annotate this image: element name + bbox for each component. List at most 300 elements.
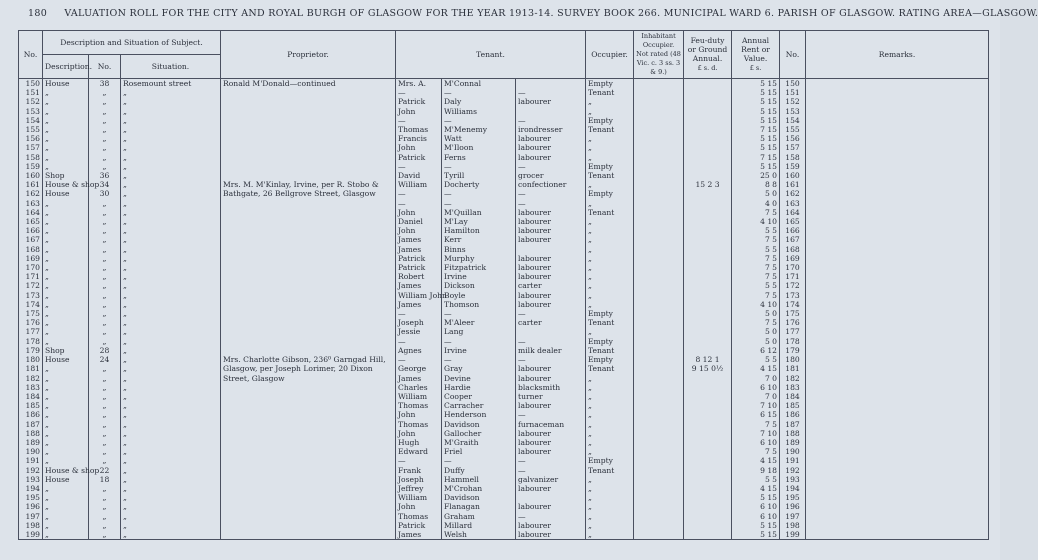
row-tenant-first: William xyxy=(396,493,442,502)
row-feu-duty xyxy=(684,116,732,125)
row-number: 170 xyxy=(19,263,43,272)
row-description: „ xyxy=(43,272,89,281)
row-tenant-first: James xyxy=(396,374,442,383)
row-feu-duty xyxy=(684,327,732,336)
row-feu-duty: 8 12 1 xyxy=(684,355,732,364)
row-tenant-first: — xyxy=(396,456,442,465)
row-tenant-first: Robert xyxy=(396,272,442,281)
row-occupier: „ xyxy=(586,217,634,226)
row-tenant-occupation: irondresser xyxy=(516,125,586,134)
row-tenant-surname: Fitzpatrick xyxy=(442,263,516,272)
table-row xyxy=(19,153,989,162)
row-tenant-surname: Williams xyxy=(442,107,516,116)
row-proprietor xyxy=(221,383,396,392)
table-row xyxy=(19,364,989,373)
row-number: 198 xyxy=(19,521,43,530)
row-tenant-occupation: labourer xyxy=(516,235,586,244)
row-inhabitant xyxy=(634,530,684,540)
row-proprietor xyxy=(221,208,396,217)
row-situation: „ xyxy=(121,171,221,180)
col-situation: Situation. xyxy=(121,55,221,79)
row-inhabitant xyxy=(634,281,684,290)
row-proprietor xyxy=(221,521,396,530)
row-proprietor xyxy=(221,254,396,263)
row-number: 190 xyxy=(19,447,43,456)
row-description: „ xyxy=(43,116,89,125)
row-tenant-first: — xyxy=(396,199,442,208)
row-description: „ xyxy=(43,245,89,254)
row-situation: „ xyxy=(121,116,221,125)
table-row xyxy=(19,116,989,125)
row-feu-duty xyxy=(684,125,732,134)
row-annual-rent: 5 15 xyxy=(732,97,780,106)
row-street-number: „ xyxy=(89,226,121,235)
table-row xyxy=(19,318,989,327)
row-feu-duty xyxy=(684,392,732,401)
row-occupier: „ xyxy=(586,300,634,309)
row-feu-duty xyxy=(684,226,732,235)
row-tenant-occupation: — xyxy=(516,512,586,521)
row-situation: „ xyxy=(121,355,221,364)
row-street-number: „ xyxy=(89,107,121,116)
row-remarks xyxy=(806,208,989,217)
row-annual-rent: 5 5 xyxy=(732,281,780,290)
row-tenant-first: James xyxy=(396,235,442,244)
row-annual-rent: 5 15 xyxy=(732,493,780,502)
table-row xyxy=(19,475,989,484)
row-inhabitant xyxy=(634,263,684,272)
row-tenant-first: George xyxy=(396,364,442,373)
row-inhabitant xyxy=(634,291,684,300)
row-annual-rent: 5 15 xyxy=(732,79,780,89)
row-number-right: 151 xyxy=(780,88,806,97)
row-tenant-surname: Duffy xyxy=(442,466,516,475)
row-description: „ xyxy=(43,217,89,226)
row-number: 173 xyxy=(19,291,43,300)
row-street-number: „ xyxy=(89,134,121,143)
row-situation: „ xyxy=(121,410,221,419)
table-row xyxy=(19,272,989,281)
row-feu-duty: 9 15 0½ xyxy=(684,364,732,373)
row-occupier: „ xyxy=(586,263,634,272)
row-tenant-occupation: labourer xyxy=(516,263,586,272)
row-street-number: „ xyxy=(89,153,121,162)
col-inhabitant: Inhabitant Occupier. Not rated (48 Vic. c. 3 ss. 3 & 9.) xyxy=(634,31,684,79)
row-number-right: 169 xyxy=(780,254,806,263)
row-occupier: Tenant xyxy=(586,208,634,217)
row-tenant-first: John xyxy=(396,410,442,419)
row-number: 186 xyxy=(19,410,43,419)
row-tenant-surname: M'Lay xyxy=(442,217,516,226)
row-remarks xyxy=(806,456,989,465)
row-situation: „ xyxy=(121,291,221,300)
row-number-right: 193 xyxy=(780,475,806,484)
table-row xyxy=(19,502,989,511)
row-feu-duty xyxy=(684,456,732,465)
row-annual-rent: 7 5 xyxy=(732,291,780,300)
row-tenant-surname: Boyle xyxy=(442,291,516,300)
table-row xyxy=(19,208,989,217)
row-situation: „ xyxy=(121,134,221,143)
row-occupier: Tenant xyxy=(586,125,634,134)
row-tenant-first: Joseph xyxy=(396,475,442,484)
row-remarks xyxy=(806,134,989,143)
row-inhabitant xyxy=(634,162,684,171)
row-occupier: „ xyxy=(586,134,634,143)
table-row xyxy=(19,521,989,530)
row-occupier: Empty xyxy=(586,162,634,171)
row-description: „ xyxy=(43,88,89,97)
row-remarks xyxy=(806,143,989,152)
row-proprietor: Ronald M'Donald—continued xyxy=(221,79,396,89)
table-row xyxy=(19,226,989,235)
row-tenant-surname: Flanagan xyxy=(442,502,516,511)
row-inhabitant xyxy=(634,189,684,198)
row-number: 165 xyxy=(19,217,43,226)
table-row xyxy=(19,309,989,318)
row-number-right: 165 xyxy=(780,217,806,226)
row-description: „ xyxy=(43,143,89,152)
row-feu-duty xyxy=(684,484,732,493)
row-tenant-first: John xyxy=(396,107,442,116)
row-annual-rent: 5 5 xyxy=(732,475,780,484)
row-number-right: 198 xyxy=(780,521,806,530)
row-street-number: „ xyxy=(89,300,121,309)
row-situation: „ xyxy=(121,456,221,465)
row-inhabitant xyxy=(634,346,684,355)
row-remarks xyxy=(806,429,989,438)
row-number-right: 170 xyxy=(780,263,806,272)
row-tenant-surname: Ferns xyxy=(442,153,516,162)
row-remarks xyxy=(806,337,989,346)
table-row xyxy=(19,254,989,263)
row-proprietor xyxy=(221,438,396,447)
row-situation: „ xyxy=(121,254,221,263)
row-situation: „ xyxy=(121,438,221,447)
table-row xyxy=(19,88,989,97)
row-tenant-first: John xyxy=(396,143,442,152)
row-occupier: „ xyxy=(586,475,634,484)
row-number-right: 153 xyxy=(780,107,806,116)
row-situation: „ xyxy=(121,401,221,410)
row-annual-rent: 7 15 xyxy=(732,125,780,134)
col-num: No. xyxy=(89,55,121,79)
row-number: 195 xyxy=(19,493,43,502)
row-annual-rent: 5 15 xyxy=(732,134,780,143)
row-annual-rent: 6 12 xyxy=(732,346,780,355)
table-row xyxy=(19,484,989,493)
row-tenant-occupation: galvanizer xyxy=(516,475,586,484)
row-feu-duty xyxy=(684,346,732,355)
row-street-number: „ xyxy=(89,254,121,263)
row-occupier: „ xyxy=(586,438,634,447)
row-annual-rent: 4 15 xyxy=(732,456,780,465)
row-number: 164 xyxy=(19,208,43,217)
row-occupier: „ xyxy=(586,512,634,521)
row-number-right: 171 xyxy=(780,272,806,281)
row-feu-duty xyxy=(684,162,732,171)
row-street-number: „ xyxy=(89,245,121,254)
row-number: 166 xyxy=(19,226,43,235)
row-description: „ xyxy=(43,199,89,208)
row-annual-rent: 7 5 xyxy=(732,447,780,456)
row-inhabitant xyxy=(634,318,684,327)
row-annual-rent: 7 5 xyxy=(732,263,780,272)
row-feu-duty xyxy=(684,291,732,300)
row-situation: „ xyxy=(121,162,221,171)
row-number: 168 xyxy=(19,245,43,254)
row-proprietor xyxy=(221,420,396,429)
row-number-right: 187 xyxy=(780,420,806,429)
table-row xyxy=(19,374,989,383)
row-street-number: „ xyxy=(89,410,121,419)
row-situation: „ xyxy=(121,97,221,106)
row-annual-rent: 6 15 xyxy=(732,410,780,419)
row-description: „ xyxy=(43,153,89,162)
row-proprietor xyxy=(221,226,396,235)
row-annual-rent: 5 15 xyxy=(732,143,780,152)
row-inhabitant xyxy=(634,79,684,89)
row-tenant-first: John xyxy=(396,429,442,438)
col-remarks: Remarks. xyxy=(806,31,989,79)
row-feu-duty xyxy=(684,318,732,327)
row-remarks xyxy=(806,475,989,484)
row-tenant-surname: M'Crohan xyxy=(442,484,516,493)
row-tenant-occupation: labourer xyxy=(516,438,586,447)
row-situation: „ xyxy=(121,217,221,226)
row-tenant-occupation: labourer xyxy=(516,134,586,143)
row-number: 179 xyxy=(19,346,43,355)
row-street-number: 22 xyxy=(89,466,121,475)
row-number-right: 174 xyxy=(780,300,806,309)
row-remarks xyxy=(806,171,989,180)
table-row xyxy=(19,493,989,502)
row-description: „ xyxy=(43,447,89,456)
row-occupier: „ xyxy=(586,327,634,336)
row-tenant-first: — xyxy=(396,355,442,364)
row-number-right: 166 xyxy=(780,226,806,235)
row-description: „ xyxy=(43,208,89,217)
row-tenant-first: Thomas xyxy=(396,512,442,521)
row-tenant-surname: — xyxy=(442,162,516,171)
row-annual-rent: 4 15 xyxy=(732,364,780,373)
row-inhabitant xyxy=(634,226,684,235)
row-tenant-occupation: confectioner xyxy=(516,180,586,189)
row-feu-duty xyxy=(684,272,732,281)
col-rent xyxy=(732,31,780,79)
row-tenant-first: — xyxy=(396,162,442,171)
row-number: 157 xyxy=(19,143,43,152)
row-remarks xyxy=(806,420,989,429)
row-situation: „ xyxy=(121,189,221,198)
row-tenant-surname: Docherty xyxy=(442,180,516,189)
row-proprietor xyxy=(221,162,396,171)
row-description: „ xyxy=(43,392,89,401)
row-occupier: Tenant xyxy=(586,171,634,180)
row-proprietor xyxy=(221,318,396,327)
row-feu-duty xyxy=(684,217,732,226)
table-row xyxy=(19,420,989,429)
row-remarks xyxy=(806,512,989,521)
table-row xyxy=(19,456,989,465)
row-number: 182 xyxy=(19,374,43,383)
row-tenant-surname: Daly xyxy=(442,97,516,106)
row-number: 159 xyxy=(19,162,43,171)
row-number: 177 xyxy=(19,327,43,336)
row-feu-duty xyxy=(684,383,732,392)
row-tenant-first: Thomas xyxy=(396,125,442,134)
row-street-number: „ xyxy=(89,291,121,300)
row-remarks xyxy=(806,254,989,263)
row-tenant-first: William John xyxy=(396,291,442,300)
row-remarks xyxy=(806,272,989,281)
row-description: „ xyxy=(43,383,89,392)
row-annual-rent: 7 0 xyxy=(732,392,780,401)
row-street-number: „ xyxy=(89,502,121,511)
row-remarks xyxy=(806,226,989,235)
row-tenant-first: James xyxy=(396,281,442,290)
row-description: „ xyxy=(43,512,89,521)
row-description: „ xyxy=(43,521,89,530)
row-number: 191 xyxy=(19,456,43,465)
row-situation: „ xyxy=(121,466,221,475)
row-occupier: „ xyxy=(586,447,634,456)
col-feu-label: Feu-duty or Ground Annual. xyxy=(687,36,728,63)
row-tenant-surname: — xyxy=(442,199,516,208)
row-description: „ xyxy=(43,493,89,502)
row-tenant-occupation: labourer xyxy=(516,374,586,383)
row-tenant-surname: M'Aleer xyxy=(442,318,516,327)
row-inhabitant xyxy=(634,521,684,530)
row-remarks xyxy=(806,217,989,226)
row-feu-duty xyxy=(684,493,732,502)
row-situation: „ xyxy=(121,263,221,272)
row-tenant-surname: M'Quillan xyxy=(442,208,516,217)
row-feu-duty xyxy=(684,420,732,429)
row-remarks xyxy=(806,438,989,447)
row-remarks xyxy=(806,401,989,410)
row-proprietor xyxy=(221,512,396,521)
row-description: „ xyxy=(43,318,89,327)
row-tenant-surname: Carracher xyxy=(442,401,516,410)
row-tenant-occupation: labourer xyxy=(516,530,586,540)
row-tenant-occupation: labourer xyxy=(516,447,586,456)
row-feu-duty xyxy=(684,153,732,162)
row-occupier: „ xyxy=(586,410,634,419)
row-tenant-surname: Hammell xyxy=(442,475,516,484)
row-number-right: 186 xyxy=(780,410,806,419)
row-feu-duty xyxy=(684,107,732,116)
row-description: „ xyxy=(43,309,89,318)
row-inhabitant xyxy=(634,97,684,106)
row-tenant-surname: Davidson xyxy=(442,493,516,502)
row-street-number: „ xyxy=(89,374,121,383)
row-tenant-surname: Thomson xyxy=(442,300,516,309)
table-row xyxy=(19,410,989,419)
row-feu-duty xyxy=(684,447,732,456)
row-annual-rent: 6 10 xyxy=(732,438,780,447)
row-annual-rent: 7 5 xyxy=(732,318,780,327)
row-situation: „ xyxy=(121,153,221,162)
row-situation: „ xyxy=(121,484,221,493)
row-remarks xyxy=(806,281,989,290)
row-tenant-first: — xyxy=(396,88,442,97)
row-annual-rent: 5 15 xyxy=(732,116,780,125)
row-tenant-occupation: — xyxy=(516,199,586,208)
row-number-right: 197 xyxy=(780,512,806,521)
row-tenant-occupation xyxy=(516,327,586,336)
row-number: 187 xyxy=(19,420,43,429)
row-description: „ xyxy=(43,134,89,143)
row-inhabitant xyxy=(634,401,684,410)
table-row xyxy=(19,530,989,540)
row-occupier: „ xyxy=(586,153,634,162)
row-street-number: „ xyxy=(89,392,121,401)
table-row xyxy=(19,429,989,438)
row-tenant-occupation: furnaceman xyxy=(516,420,586,429)
row-description: „ xyxy=(43,484,89,493)
row-inhabitant xyxy=(634,199,684,208)
row-occupier: „ xyxy=(586,429,634,438)
row-number: 153 xyxy=(19,107,43,116)
row-inhabitant xyxy=(634,420,684,429)
row-number-right: 196 xyxy=(780,502,806,511)
row-tenant-surname: Gallocher xyxy=(442,429,516,438)
row-number: 184 xyxy=(19,392,43,401)
row-street-number: „ xyxy=(89,383,121,392)
table-row xyxy=(19,401,989,410)
row-situation: „ xyxy=(121,374,221,383)
row-street-number: „ xyxy=(89,420,121,429)
row-description: „ xyxy=(43,530,89,540)
row-number-right: 154 xyxy=(780,116,806,125)
table-row xyxy=(19,466,989,475)
row-street-number: 36 xyxy=(89,171,121,180)
row-situation: „ xyxy=(121,521,221,530)
row-number-right: 159 xyxy=(780,162,806,171)
row-annual-rent: 5 0 xyxy=(732,309,780,318)
row-inhabitant xyxy=(634,355,684,364)
row-tenant-first: Patrick xyxy=(396,521,442,530)
row-annual-rent: 4 15 xyxy=(732,484,780,493)
row-tenant-first: John xyxy=(396,226,442,235)
row-number-right: 156 xyxy=(780,134,806,143)
row-occupier: Tenant xyxy=(586,88,634,97)
row-street-number: „ xyxy=(89,484,121,493)
row-tenant-occupation: — xyxy=(516,309,586,318)
row-number: 155 xyxy=(19,125,43,134)
row-description: House xyxy=(43,79,89,89)
row-tenant-first: William xyxy=(396,180,442,189)
row-description: „ xyxy=(43,502,89,511)
row-occupier: Empty xyxy=(586,189,634,198)
row-street-number: 34 xyxy=(89,180,121,189)
row-tenant-occupation: carter xyxy=(516,281,586,290)
row-tenant-first: Patrick xyxy=(396,254,442,263)
row-number-right: 184 xyxy=(780,392,806,401)
row-situation: „ xyxy=(121,143,221,152)
row-situation: „ xyxy=(121,199,221,208)
row-situation: „ xyxy=(121,512,221,521)
row-occupier: „ xyxy=(586,180,634,189)
row-tenant-occupation xyxy=(516,79,586,89)
row-tenant-surname: Gray xyxy=(442,364,516,373)
row-annual-rent: 5 5 xyxy=(732,226,780,235)
row-number: 169 xyxy=(19,254,43,263)
row-proprietor xyxy=(221,116,396,125)
row-situation: „ xyxy=(121,392,221,401)
row-remarks xyxy=(806,493,989,502)
